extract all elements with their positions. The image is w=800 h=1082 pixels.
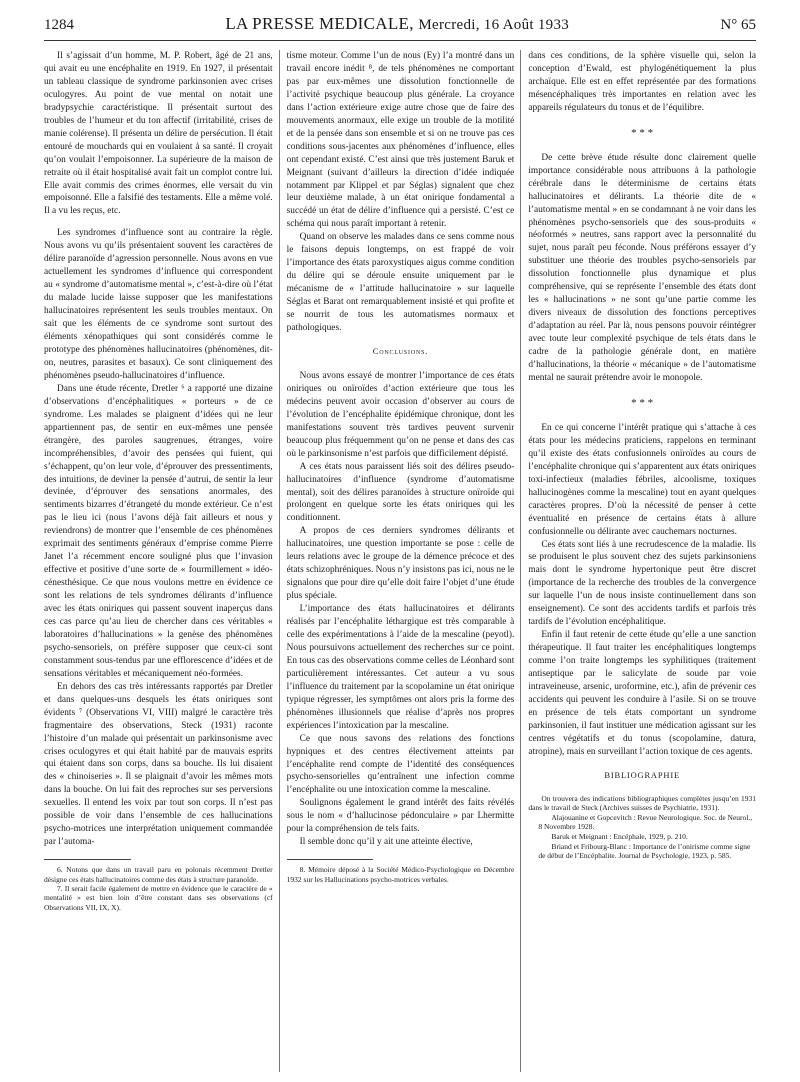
footnote-8: 8. Mémoire déposé à la Société Médico-Psychologique en Décembre 1932 sur les Hallucinations psycho-motrices verbales. [286,865,515,884]
paragraph: L’importance des états hallucinatoires et délirants réalisés par l’encéphalite léthargique est très comparable à celle des expérimentations à l’aide de la mescaline (peyotl). Nous poursuivons actuellement des recherches sur ce point. En tous cas des observations comme celles de Léonhard sont particulièrement intéressantes. Cet auteur a vu sous l’influence du traitement par la scopolamine un état onirique typique régresser, les symptômes ont alors pris la forme des phénomènes illusionnels que réalise d’après nos propres expériences l’intoxication par la mescaline. [286,604,515,731]
bibliography-heading: BIBLIOGRAPHIE [604,769,680,780]
section-divider-stars: * * * [631,396,654,409]
paragraph: Les syndromes d’influence sont au contraire la règle. Nous avons vu qu’ils présentaient souvent les caractères de délire paranoïde d’agression personnelle. Nous avons en vue actuellement les syndromes d’influence qui correspondent au « syndrome d’automatisme mental », c’est-à-dire où l’état du malade lucide laisse supposer que les manifestations hallucinatoires représentent les seuls troubles mentaux. On sait que les éléments de ce syndrome sont surtout des éléments xénopathiques qui sont considérés comme le prototype des phénomènes hallucinatoires (phénomènes, dit-on, neutres, parasites et basaux). Ce sont cliniquement des phénomènes pseudo-hallucinatoires d’influence. [44,228,273,381]
paragraph: Nous avons essayé de montrer l’importance de ces états oniriques ou onïroïdes d’action extérieure que tous les médecins peuvent avoir occasion d’observer au cours de l’évolution de l’encéphalite épidémique chronique, dont les manifestations souvent très tardives peuvent survenir beaucoup plus fréquemment qu’on ne pense et dans des cas où le parkinsonisme n’est parfois que difficilement dépisté. [286,370,515,459]
paragraph: Ce que nous savons des relations des fonctions hypniques et des centres électivement atteints par l’encéphalite rend compte de l’identité des conséquences psycho-sensorielles qu’entraînent une infection comme l’encéphalite ou une intoxication comme la mescaline. [286,733,515,796]
paragraph: dans ces conditions, de la sphère visuelle qui, selon la conception d’Ewald, est phylogénétiquement la plus archaïque. Elle est en effet représentée par des formations mésencéphaliques très importantes en relation avec les appareils régulateurs du tonus et de l’équilibre. [528,51,756,113]
footnote-6: 6. Notons que dans un travail paru en polonais récemment Dretler désigne ces états hallucinatoires comme des états à structure paranoïde. [44,865,273,884]
paragraph: A propos de ces derniers syndromes délirants et hallucinatoires, une question importante se pose : celle de leurs relations avec le groupe de la démence précoce et des états schizophréniques. Nous n’y insistons pas ici, nous ne le signalons que pour dire qu’elle doit faire l’objet d’une étude plus spéciale. [286,526,515,602]
column-2 [279,50,515,1072]
issue-number: N° 65 [720,17,756,33]
paragraph: Dans une étude récente, Dretler ⁶ a rapporté une dizaine d’observations d’encéphalitiques « porteurs » de ce syndrome. Les malades se plaignent d’idées qui ne leur appartiennent pas, de sentir en eux-mêmes une pensée étrangère, des paroles saugrenues, étranges, voire incompréhensibles, d’avoir des pensées qui fuient, qui s’échappent, qu’on leur vole, d’éprouver des pressentiments, des intuitions, de deviner la pensée d’autrui, de sentir la leur devinée, d’éprouver des sensations anormales, des sentiments bizarres d’étrangeté du monde extérieur. Ce n’est pas le lieu ici (nous l’avons déjà fait ailleurs et nous y reviendrons) de montrer que l’ensemble de ces phénomènes exprimait des sentiments généraux d’emprise comme Pierre Janet l’a récemment encore souligné plus que l’invasion effective et positive d’une sorte de « fourmillement » idéo-cénesthésique. Ce que nous voulons mettre en évidence ce sont les relations de tels syndromes délirants d’influence avec les états oniriques qui passent souvent inaperçus dans ces cas parce qu’au lieu de chercher dans ces véritables « laboratoires d’hallucinations » la genèse des phénomènes psycho-sensoriels, on préfère supposer que ceux-ci sont constamment sous-tendus par une efflorescence d’idées et de sensations véritables et mécaniquement néo-formées. [44,383,273,679]
paragraph: Il s’agissait d’un homme, M. P. Robert, âgé de 21 ans, qui avait eu une encéphalite en 1919. En 1927, il présentait un tableau classique de syndrome parkinsonien avec crises oculogyres. Au point de vue mental on notait une bradypsychie caractéristique. Il présentait surtout des troubles de l’humeur et du ton affectif (irritabilité, crises de manie colérense). Il présenta un délire de persécution. Il était entouré de mouchards qui en voulaient à sa santé. Il croyait qu’on voulait l’empoisonner. La supérieure de la maison de retraite où il était hospitalisé avait fait un complot contre lui. Elle avait commis des crimes énormes, elle versait du vin empoisonné. Elle a falsifié des testaments. Elle a même volé. Il a vu les reçus, etc. [44,51,273,217]
bibliography-intro: On trouvera des indications bibliographiques complètes jusqu’en 1931 dans le travail de Steck (Archives suisses de Psychiatrie, 1931). [528,793,756,813]
paragraph: Quand on observe les malades dans ce sens comme nous le faisons depuis longtemps, on est frappé de voir l’importance des états paroxystiques aigus comme condition du délire qui se déroule ensuite uniquement par le mécanisme de « l’attitude hallucinatoire » sur laquelle Séglas et Barat ont remarquablement insisté et qui profite et se nourrit de tous les automatismes normaux et pathologiques. [286,232,515,334]
bibliography-entry: Briand et Fribourg-Blanc : Importance de l’onirisme comme signe de début de l’Encéphalite. Journal de Psychologie, 1923, p. 585. [538,841,751,861]
bibliography-entry: Alajouanine et Gopcevitch : Revue Neurologique. Soc. de Neurol., 8 Novembre 1928. [538,812,753,832]
paragraph: De cette brève étude résulte donc clairement quelle importance considérable nous attribuons à la pathologie cérébrale dans le déterminisme de certains états hallucinatoires et délirants. La théorie dite de « l’automatisme mental » en se condamnant à ne voir dans les phénomènes psycho-sensoriels que des sous-produits « néoformés » neutres, sans rapport avec la personnalité du sujet, nous paraît peu féconde. Nous préférons essayer d’y substituer une théorie des troubles psycho-sensoriels par dissolution fonctionnelle plus dynamique et plus compréhensive, qui se représente l’ensemble des états dont les « hallucinations » ne sont qu’une partie comme les divers niveaux de dissolution des fonctions perceptives d’adaptation au réel. Par là, nous pensons pouvoir réintégrer avec toute leur complexité psychique de tels états dans le cadre de la pathologie générale dont, en matière d’hallucinations, la théorie « mécanique » de l’automatisme mental ne saurait prétendre avoir le monopole. [528,152,756,383]
article-columns [44,50,756,1072]
paragraph: Soulignons également le grand intérêt des faits révélés sous le nom « d’hallucinose pédonculaire » par Lhermitte pour la compréhension de tels faits. [286,798,515,835]
issue-date: Mercredi, 16 Août 1933 [418,17,570,33]
paragraph: En dehors des cas très intéressants rapportés par Dretler et dans quelques-uns desquels les états oniriques sont évidents ⁷ (Observations VI, VIII) malgré le caractère très fragmentaire des observations, Steck (1931) raconte l’histoire d’un malade qui présentait un parkinsonisme avec crises oculogyres et qui était habité par de mauvais esprits qui étaient dans son corps, dans sa bouche. Ils lui disaient des « chinoiseries ». Il se plaignait d’avoir les mêmes mots dans la bouche. On lui fait des reproches sur ses perversions sexuelles. Il entend les voix par tout son corps. Il n’est pas possible de voir dans l’ensemble de ces hallucinations psycho-motrices une interprétation uniquement commandée par l’automa- [44,681,273,848]
footnote-rule [287,859,374,860]
paragraph: A ces états nous paraissent liés soit des délires pseudo-hallucinatoires d’influence (syndrome d’automatisme mental), soit des délires paranoïdes à structure onïroïde qui prolongent en quelque sorte les états oniriques qui les conditionnent. [286,461,515,524]
column-3 [520,50,756,1072]
column-1 [44,50,273,1072]
journal-title: LA PRESSE MEDICALE, [225,14,414,33]
footnote-7: 7. Il serait facile également de mettre en évidence que le caractère de « mentalité » est bien loin d’être constant dans ses observations (cf Observations VII, IX, X). [44,883,273,912]
section-heading-conclusions: Conclusions. [372,345,429,356]
page-header [44,14,756,41]
paragraph: Ces états sont liés à une recrudescence de la maladie. Ils se produisent le plus souvent chez des sujets parkinsoniens mais dont le syndrome hypertonique peut être discret (importance de la recherche des troubles de la convergence sur laquelle l’un de nous insiste continuellement dans son enseignement). Ce sont des accidents tardifs et parfois très tardifs de l’évolution encéphalitique. [528,539,756,628]
paragraph: En ce qui concerne l’intérêt pratique qui s’attache à ces états pour les médecins praticiens, rappelons en terminant qu’il existe des états confusionnels onïroïdes au cours de l’encéphalite chronique qui s’apparentent aux états oniriques toxi-infectieux (maladies fébriles, alcoolisme, toxiques hallucinogènes comme la mescaline) tout en ayant quelques caractères propres. D’où la nécessité de penser à cette éventualité en présence de certains états à allure confusionnelle ou délirante avec cauchemars nocturnes. [528,422,756,537]
section-divider-stars: * * * [631,126,654,139]
paragraph: Il semble donc qu’il y ait une atteinte élective, [299,837,473,848]
paragraph: Enfin il faut retenir de cette étude qu’elle a une sanction thérapeutique. Il faut traiter les encéphalitiques longtemps comme l’on traite longtemps les syphilitiques (traitement antiseptique par le salicylate de soude par voie intraveineuse, arsenic, uroformine, etc.), afin de prévenir ces accidents qui peuvent les conduire à l’asile. Si on se trouve en présence de tels états comportant un syndrome parkinsonien, il faut instituer une médication agissant sur les centres végétatifs et du tonus (scopolamine, datura, atropine), mais en surveillant l’action toxique de ces agents. [528,630,756,757]
page-number: 1284 [44,17,74,33]
paragraph: tisme moteur. Comme l’un de nous (Ey) l’a montré dans un travail encore inédit ⁸, de tels phénomènes ne comportant pas par eux-mêmes une dissolution fonctionnelle de l’activité psychique beaucoup plus générale. La croyance dans l’action extérieure exige autre chose que de faire des mouvements anormaux, elle exige un trouble de la motilité et de la pensée dans son ensemble et si on ne trouve pas ces conditions sous-jacentes aux phénomènes d’influence, elles ont cependant existé. C’est ainsi que très justement Baruk et Meignant (suivant d’ailleurs la direction d’idée indiquée notamment par Klippel et par Séglas) signalent que chez leur deuxième malade, à un état onirique fondamental a succédé un état de délire d’influence qui a persisté. C’est ce schéma qui nous paraît important à retenir. [286,51,515,230]
journal-title-line [225,14,569,34]
bibliography-entry: Baruk et Meignant : Encéphale, 1929, p. 210. [551,832,688,842]
footnote-rule [44,859,131,860]
